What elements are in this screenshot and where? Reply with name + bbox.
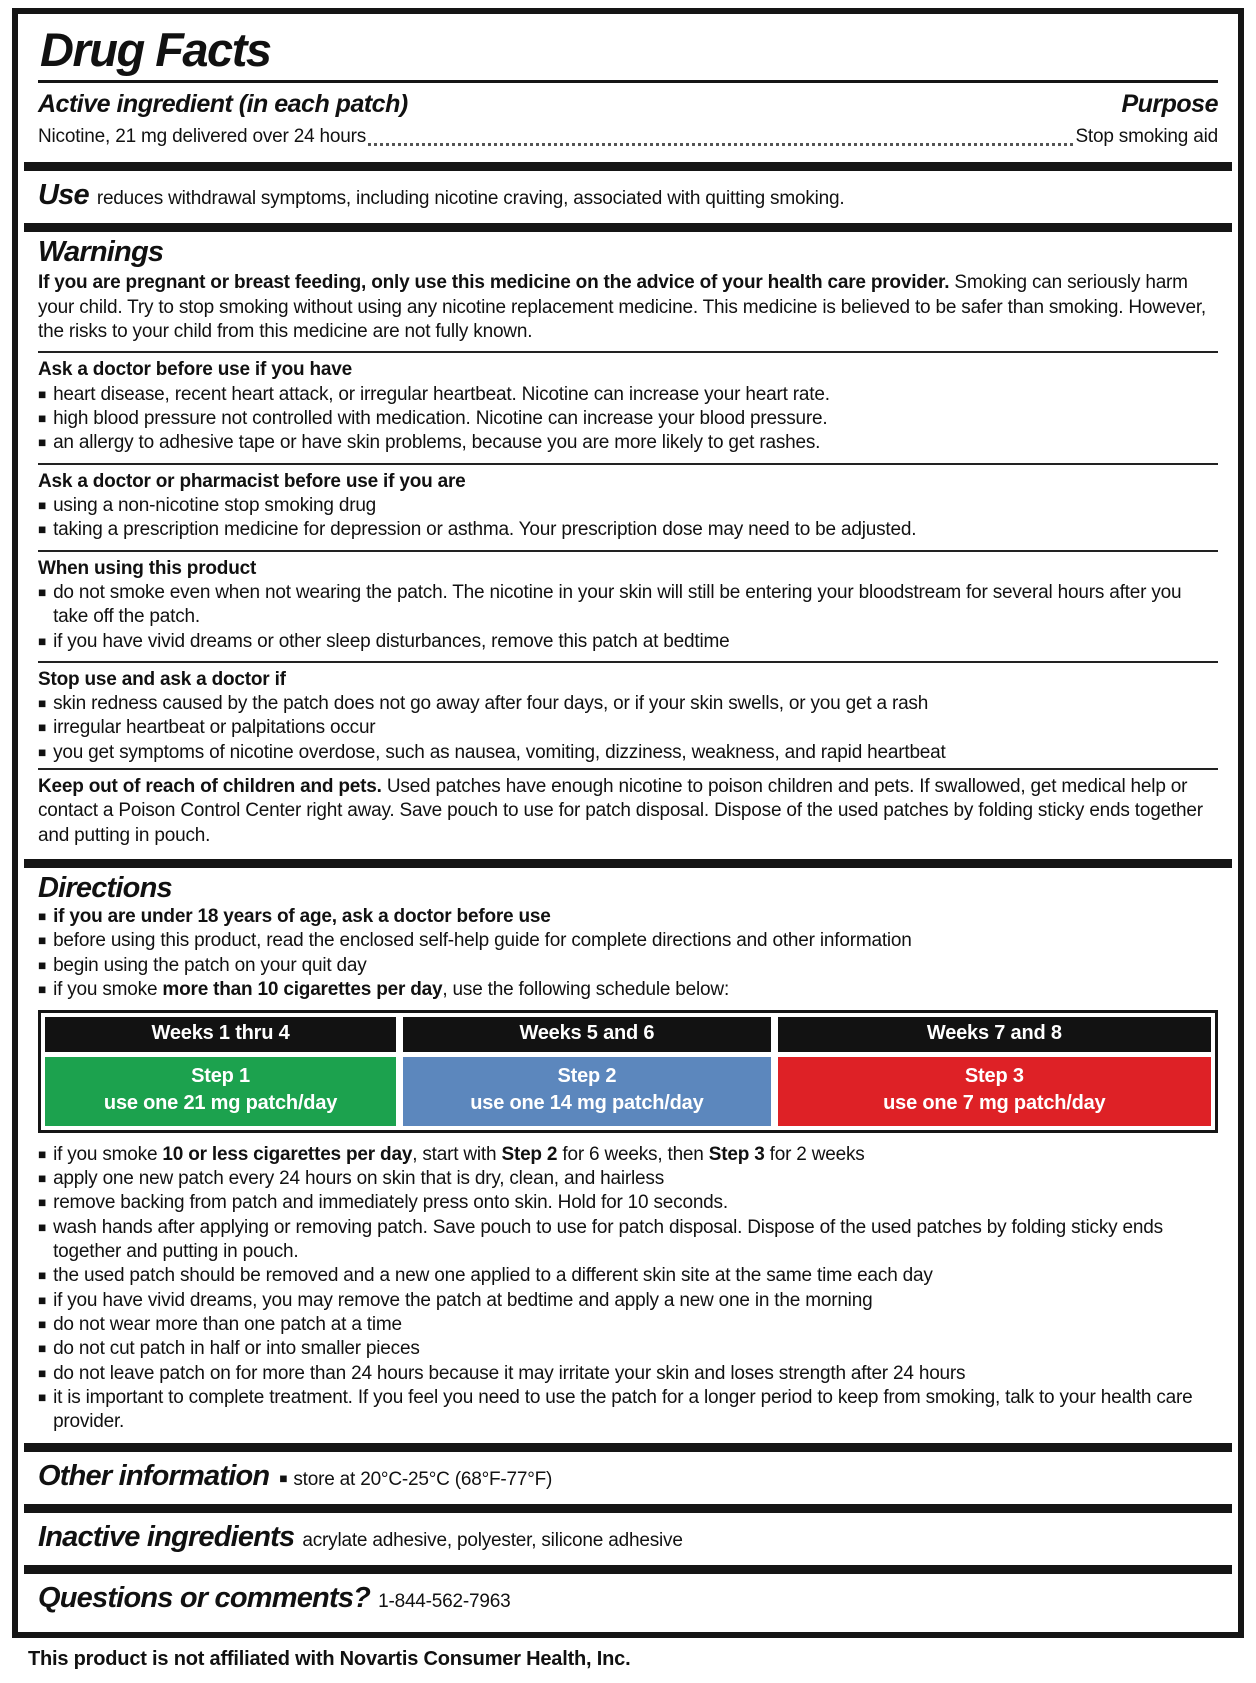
bullet-item: [38, 905, 1218, 929]
bullet-square-icon: ■: [38, 1341, 47, 1357]
bullet-text: heart disease, recent heart attack, or irregular heartbeat. Nicotine can increase your heart rate.: [53, 383, 830, 405]
bullet-text: an allergy to adhesive tape or have skin problems, because you are more likely to get rashes.: [53, 432, 821, 454]
bullet-item: [38, 1337, 1218, 1361]
warnings-heading: Warnings: [38, 235, 164, 268]
questions-heading: Questions or comments?: [38, 1582, 371, 1615]
bullet-text: do not smoke even when not wearing the patch. The nicotine in your skin will still be entering your bloodstream for several hours after you take off the patch.: [53, 581, 1182, 628]
bullet-text: the used patch should be removed and a new one applied to a different skin site at the same time each day: [53, 1265, 933, 1287]
bullet-item: [38, 1264, 1218, 1288]
dot-leader: [368, 143, 1073, 146]
bullet-square-icon: ■: [38, 1195, 47, 1211]
section-active-ingredient: [24, 20, 1232, 162]
keep-out-bold: Keep out of reach of children and pets.: [38, 776, 382, 798]
warning-group-stop-use: [38, 661, 1218, 765]
bullet-text: wash hands after applying or removing patch. Save pouch to use for patch disposal. Dispose of the used patches by folding sticky ends together and putting in pouch.: [53, 1216, 1163, 1262]
bullet-text: do not cut patch in half or into smaller pieces: [53, 1338, 420, 1360]
bullet-text: if you smoke 10 or less cigarettes per day, start with Step 2 for 6 weeks, then Step 3 for 2 weeks: [53, 1143, 865, 1165]
schedule-step-cell-3: [778, 1057, 1211, 1126]
bullet-square-icon: ■: [38, 411, 47, 426]
section-directions: [24, 859, 1232, 1443]
other-information-text: store at 20°C-25°C (68°F-77°F): [293, 1469, 553, 1491]
step-label: Step 2: [557, 1064, 617, 1087]
section-warnings: [24, 223, 1232, 859]
bullet-text: if you are under 18 years of age, ask a doctor before use: [53, 905, 551, 927]
label-frame: [12, 8, 1244, 1638]
bullet-item: [38, 383, 1218, 407]
schedule-column: [403, 1017, 771, 1126]
pregnancy-warning-rest: Smoking can seriously harm your child. Try to stop smoking without using any nicotine replacement medicine. This medicine is believed to be safer than smoking. However, the risks to your child from this medicine are not fully known.: [38, 272, 1206, 343]
bullet-list: [38, 383, 1218, 456]
bullet-item: [38, 1362, 1218, 1386]
bullet-text: skin redness caused by the patch does not go away after four days, or if your skin swells, or you get a rash: [53, 693, 929, 715]
step-label: Step 3: [964, 1064, 1024, 1087]
warning-subhead: Ask a doctor or pharmacist before use if you are: [38, 470, 466, 492]
bullet-text: using a non-nicotine stop smoking drug: [53, 494, 377, 516]
bullet-list: [38, 494, 1218, 543]
bullet-square-icon: ■: [38, 1219, 47, 1235]
bullet-square-icon: ■: [38, 957, 47, 973]
schedule-step-cell-2: [403, 1057, 771, 1126]
step-dose: use one 21 mg patch/day: [103, 1091, 338, 1114]
active-ingredient-value: Nicotine, 21 mg delivered over 24 hours: [38, 126, 367, 148]
warning-group-ask-doctor: [38, 351, 1218, 455]
active-ingredient-heading: Active ingredient (in each patch): [38, 90, 408, 119]
bullet-square-icon: ■: [38, 633, 47, 649]
bullet-text: do not wear more than one patch at a time: [53, 1313, 402, 1335]
bullet-item: [38, 716, 1218, 740]
drug-facts-title: Drug Facts: [40, 23, 271, 76]
bullet-item: [38, 1191, 1218, 1215]
bullet-item: [38, 692, 1218, 716]
pregnancy-warning: [38, 271, 1218, 344]
bullet-item: [38, 1313, 1218, 1337]
bullet-square-icon: ■: [38, 933, 47, 949]
affiliation-disclaimer: This product is not affiliated with Novartis Consumer Health, Inc.: [28, 1648, 631, 1671]
bullet-square-icon: ■: [38, 497, 47, 513]
warning-group-when-using: [38, 550, 1218, 654]
bullet-item: [38, 518, 1218, 542]
step-label: Step 1: [191, 1064, 250, 1087]
bullet-item: [38, 581, 1218, 630]
bullet-square-icon: ■: [38, 1389, 47, 1405]
pregnancy-warning-bold: If you are pregnant or breast feeding, only use this medicine on the advice of your health care provider.: [38, 272, 950, 294]
bullet-text: if you have vivid dreams, you may remove the patch at bedtime and apply a new one in the morning: [53, 1289, 873, 1311]
bullet-square-icon: ■: [38, 1365, 47, 1381]
bullet-item: [38, 741, 1218, 765]
purpose-value: Stop smoking aid: [1075, 126, 1218, 148]
warning-group-ask-pharmacist: [38, 463, 1218, 543]
inactive-ingredients-text: acrylate adhesive, polyester, silicone adhesive: [302, 1530, 683, 1552]
bullet-item: [38, 1289, 1218, 1313]
bullet-item: [38, 929, 1218, 953]
bullet-text: high blood pressure not controlled with medication. Nicotine can increase your blood pressure.: [53, 408, 828, 429]
bullet-text: do not leave patch on for more than 24 hours because it may irritate your skin and loses strength after 24 hours: [53, 1362, 966, 1384]
bullet-list: [38, 581, 1218, 654]
bullet-text: apply one new patch every 24 hours on skin that is dry, clean, and hairless: [53, 1168, 665, 1190]
step-dose: use one 14 mg patch/day: [470, 1091, 704, 1114]
bullet-list: [38, 692, 1218, 765]
bullet-square-icon: ■: [38, 1316, 47, 1332]
use-heading: Use: [38, 178, 89, 211]
other-information-heading: Other information: [38, 1460, 270, 1493]
schedule-column: [45, 1017, 396, 1126]
bullet-square-icon: ■: [38, 1171, 47, 1187]
section-inactive-ingredients: [24, 1504, 1232, 1565]
bullet-text: if you have vivid dreams or other sleep disturbances, remove this patch at bedtime: [53, 630, 730, 652]
bullet-item: [38, 1216, 1218, 1265]
questions-phone: 1-844-562-7963: [378, 1591, 511, 1613]
warning-subhead: When using this product: [38, 557, 257, 579]
bullet-item: [38, 978, 1218, 1002]
schedule-week-header: Weeks 5 and 6: [403, 1017, 771, 1052]
step-dose: use one 7 mg patch/day: [883, 1091, 1106, 1114]
keep-out-rest: Used patches have enough nicotine to poison children and pets. If swallowed, get medical help or contact a Poison Control Center right away. Save pouch to use for patch disposal. Dispose of the used patches by folding sticky ends together and putting in pouch.: [38, 776, 1203, 846]
bullet-square-icon: ■: [38, 744, 47, 760]
warning-subhead: Ask a doctor before use if you have: [38, 359, 352, 381]
schedule-week-header: Weeks 7 and 8: [778, 1017, 1211, 1052]
bullet-item: [38, 431, 1218, 455]
directions-heading: Directions: [38, 872, 172, 904]
bullet-square-icon: ■: [38, 584, 47, 600]
inactive-ingredients-heading: Inactive ingredients: [38, 1521, 295, 1554]
bullet-square-icon: ■: [38, 522, 47, 538]
bullet-item: [38, 1143, 1218, 1167]
bullet-square-icon: ■: [38, 386, 47, 402]
bullet-item: [38, 630, 1218, 654]
section-other-information: [24, 1443, 1232, 1504]
bullet-text: before using this product, read the enclosed self-help guide for complete directions and other information: [53, 930, 912, 952]
bullet-square-icon: ■: [38, 908, 47, 924]
bullet-item: [38, 407, 1218, 431]
step-schedule-table: [38, 1010, 1218, 1133]
bullet-item: [38, 1167, 1218, 1191]
bullet-square-icon: ■: [38, 1292, 47, 1308]
bullet-square-icon: ■: [38, 981, 47, 997]
bullet-list: [38, 905, 1218, 1002]
schedule-step-cell-1: [45, 1057, 396, 1126]
bullet-square-icon: ■: [38, 1146, 47, 1162]
section-use: [24, 162, 1232, 223]
warning-subhead: Stop use and ask a doctor if: [38, 668, 286, 690]
bullet-list: [38, 1143, 1218, 1435]
bullet-square-icon: ■: [279, 1471, 288, 1487]
bullet-text: remove backing from patch and immediately press onto skin. Hold for 10 seconds.: [53, 1192, 728, 1214]
bullet-item: [38, 494, 1218, 518]
bullet-item: [38, 1386, 1218, 1435]
use-text: reduces withdrawal symptoms, including nicotine craving, associated with quitting smoking.: [96, 187, 845, 209]
bullet-square-icon: ■: [38, 1268, 47, 1284]
bullet-text: irregular heartbeat or palpitations occur: [53, 717, 376, 739]
bullet-square-icon: ■: [38, 435, 47, 451]
bullet-text: begin using the patch on your quit day: [53, 954, 367, 976]
bullet-text: if you smoke more than 10 cigarettes per day, use the following schedule below:: [53, 978, 730, 1000]
bullet-text: you get symptoms of nicotine overdose, such as nausea, vomiting, dizziness, weakness, and rapid heartbeat: [53, 741, 946, 763]
bullet-square-icon: ■: [38, 720, 47, 736]
bullet-item: [38, 954, 1218, 978]
purpose-heading: Purpose: [1121, 90, 1218, 119]
schedule-week-header: Weeks 1 thru 4: [45, 1017, 396, 1052]
keep-out-of-reach: [38, 768, 1218, 848]
section-questions: [24, 1565, 1232, 1626]
bullet-text: it is important to complete treatment. If you feel you need to use the patch for a longer period to keep from smoking, talk to your health care provider.: [53, 1386, 1193, 1433]
bullet-square-icon: ■: [38, 696, 47, 712]
schedule-column: [778, 1017, 1211, 1126]
bullet-text: taking a prescription medicine for depression or asthma. Your prescription dose may need to be adjusted.: [53, 519, 917, 541]
